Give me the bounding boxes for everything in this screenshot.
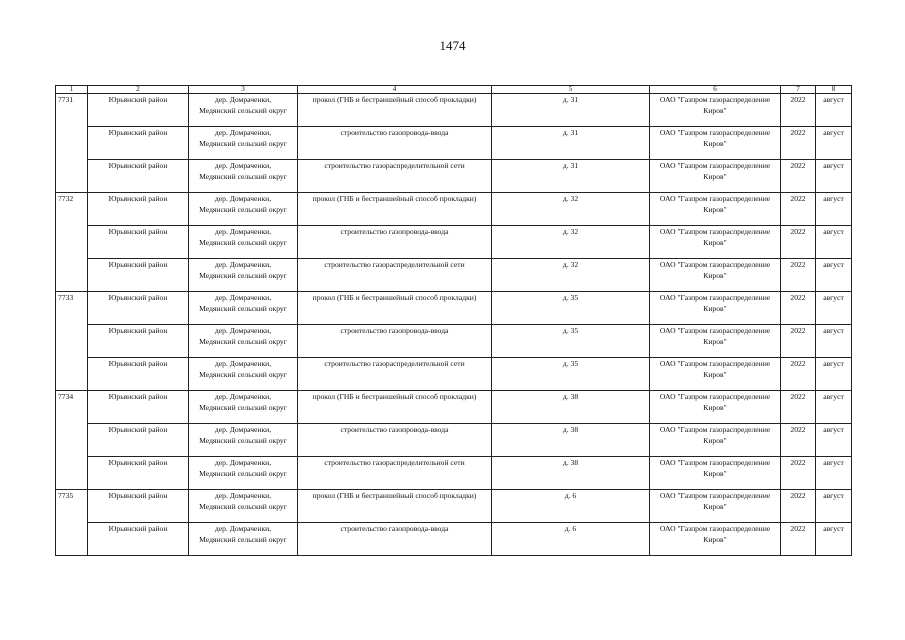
month-cell-text: август: [823, 227, 844, 236]
organization-cell-text: Киров": [703, 205, 727, 214]
organization-cell-text: ОАО "Газпром газораспределение: [659, 326, 771, 335]
district-cell: [88, 259, 189, 292]
settlement-cell: [189, 259, 298, 292]
district-cell: [88, 457, 189, 490]
work-type-cell: [298, 490, 492, 523]
district-cell-text: Юрьянский район: [108, 491, 168, 500]
organization-cell: [650, 490, 781, 523]
address-cell-text: д. 6: [564, 491, 577, 500]
address-cell: [492, 292, 650, 325]
organization-cell: [650, 424, 781, 457]
organization-cell: [650, 457, 781, 490]
month-cell: [816, 391, 852, 424]
month-cell: [816, 160, 852, 193]
record-number-cell-text: 7734: [58, 392, 74, 401]
table-row: [56, 424, 852, 457]
organization-cell-text: Киров": [703, 238, 727, 247]
record-number-cell-text: 7731: [58, 95, 74, 104]
organization-cell-text: ОАО "Газпром газораспределение: [659, 458, 771, 467]
settlement-cell-text: дер. Домраченки,: [214, 491, 272, 500]
district-cell: [88, 94, 189, 127]
work-type-cell-text: строительство газопровода-ввода: [340, 227, 449, 236]
district-cell-text: Юрьянский район: [108, 161, 168, 170]
organization-cell-text: Киров": [703, 304, 727, 313]
year-cell: [781, 259, 816, 292]
settlement-cell: [189, 160, 298, 193]
work-type-cell: [298, 226, 492, 259]
settlement-cell: [189, 94, 298, 127]
month-cell: [816, 325, 852, 358]
column-header-1: 1: [56, 86, 88, 94]
month-cell-text: август: [823, 260, 844, 269]
district-cell: [88, 127, 189, 160]
year-cell-text: 2022: [790, 128, 806, 137]
address-cell-text: д. 31: [562, 128, 579, 137]
district-cell-text: Юрьянский район: [108, 95, 168, 104]
settlement-cell-text: Медянский сельский округ: [199, 106, 287, 115]
organization-cell: [650, 160, 781, 193]
year-cell-text: 2022: [790, 425, 806, 434]
settlement-cell-text: дер. Домраченки,: [214, 326, 272, 335]
organization-cell-text: ОАО "Газпром газораспределение: [659, 392, 771, 401]
settlement-cell-text: дер. Домраченки,: [214, 95, 272, 104]
district-cell-text: Юрьянский район: [108, 524, 168, 533]
year-cell: [781, 457, 816, 490]
table-row: [56, 457, 852, 490]
year-cell-text: 2022: [790, 524, 806, 533]
record-number-cell-text: 7733: [58, 293, 74, 302]
district-cell-text: Юрьянский район: [108, 128, 168, 137]
address-cell-text: д. 35: [562, 293, 579, 302]
table-row: [56, 259, 852, 292]
table-row: [56, 490, 852, 523]
district-cell: [88, 424, 189, 457]
year-cell: [781, 490, 816, 523]
work-type-cell-text: прокол (ГНБ и бестраншейный способ прокладки): [312, 194, 477, 203]
organization-cell-text: Киров": [703, 139, 727, 148]
address-cell: [492, 127, 650, 160]
organization-cell-text: ОАО "Газпром газораспределение: [659, 161, 771, 170]
settlement-cell-text: Медянский сельский округ: [199, 403, 287, 412]
address-cell: [492, 193, 650, 226]
address-cell: [492, 226, 650, 259]
record-number-cell: [56, 391, 88, 490]
organization-cell-text: Киров": [703, 172, 727, 181]
works-table: [55, 85, 852, 556]
address-cell-text: д. 6: [564, 524, 577, 533]
month-cell: [816, 457, 852, 490]
table-row: [56, 523, 852, 556]
work-type-cell-text: прокол (ГНБ и бестраншейный способ прокладки): [312, 491, 477, 500]
month-cell-text: август: [823, 458, 844, 467]
district-cell: [88, 358, 189, 391]
work-type-cell-text: прокол (ГНБ и бестраншейный способ прокладки): [312, 95, 477, 104]
organization-cell-text: ОАО "Газпром газораспределение: [659, 194, 771, 203]
month-cell-text: август: [823, 326, 844, 335]
table-row: [56, 358, 852, 391]
address-cell: [492, 259, 650, 292]
work-type-cell: [298, 457, 492, 490]
month-cell: [816, 127, 852, 160]
organization-cell: [650, 325, 781, 358]
address-cell-text: д. 31: [562, 95, 579, 104]
year-cell: [781, 325, 816, 358]
work-type-cell: [298, 193, 492, 226]
settlement-cell-text: дер. Домраченки,: [214, 293, 272, 302]
district-cell: [88, 193, 189, 226]
address-cell-text: д. 35: [562, 326, 579, 335]
page-number: 1474: [439, 38, 466, 53]
organization-cell-text: ОАО "Газпром газораспределение: [659, 491, 771, 500]
table-row: [56, 391, 852, 424]
settlement-cell: [189, 490, 298, 523]
district-cell-text: Юрьянский район: [108, 425, 168, 434]
column-header-8: 8: [816, 86, 852, 94]
year-cell-text: 2022: [790, 161, 806, 170]
settlement-cell-text: дер. Домраченки,: [214, 128, 272, 137]
month-cell: [816, 523, 852, 556]
organization-cell-text: ОАО "Газпром газораспределение: [659, 260, 771, 269]
month-cell-text: август: [823, 491, 844, 500]
district-cell-text: Юрьянский район: [108, 458, 168, 467]
column-header-4: 4: [298, 86, 492, 94]
district-cell: [88, 490, 189, 523]
work-type-cell: [298, 424, 492, 457]
settlement-cell-text: Медянский сельский округ: [199, 502, 287, 511]
work-type-cell-text: прокол (ГНБ и бестраншейный способ прокладки): [312, 392, 477, 401]
address-cell-text: д. 38: [562, 392, 579, 401]
month-cell: [816, 226, 852, 259]
organization-cell: [650, 292, 781, 325]
district-cell: [88, 325, 189, 358]
year-cell-text: 2022: [790, 458, 806, 467]
table-row: [56, 127, 852, 160]
year-cell: [781, 160, 816, 193]
settlement-cell-text: дер. Домраченки,: [214, 524, 272, 533]
address-cell-text: д. 35: [562, 359, 579, 368]
district-cell: [88, 523, 189, 556]
organization-cell-text: Киров": [703, 403, 727, 412]
settlement-cell-text: Медянский сельский округ: [199, 172, 287, 181]
district-cell-text: Юрьянский район: [108, 227, 168, 236]
year-cell-text: 2022: [790, 227, 806, 236]
record-number-cell-text: 7732: [58, 194, 74, 203]
organization-cell-text: Киров": [703, 370, 727, 379]
work-type-cell: [298, 292, 492, 325]
table-row: [56, 325, 852, 358]
settlement-cell-text: дер. Домраченки,: [214, 458, 272, 467]
settlement-cell: [189, 391, 298, 424]
settlement-cell-text: Медянский сельский округ: [199, 271, 287, 280]
year-cell: [781, 523, 816, 556]
settlement-cell-text: дер. Домраченки,: [214, 392, 272, 401]
month-cell-text: август: [823, 293, 844, 302]
year-cell: [781, 94, 816, 127]
month-cell: [816, 94, 852, 127]
column-header-7: 7: [781, 86, 816, 94]
settlement-cell-text: Медянский сельский округ: [199, 238, 287, 247]
month-cell-text: август: [823, 524, 844, 533]
settlement-cell-text: дер. Домраченки,: [214, 359, 272, 368]
address-cell: [492, 457, 650, 490]
address-cell-text: д. 32: [562, 194, 579, 203]
address-cell-text: д. 32: [562, 227, 579, 236]
settlement-cell: [189, 226, 298, 259]
address-cell-text: д. 32: [562, 260, 579, 269]
address-cell: [492, 160, 650, 193]
month-cell-text: август: [823, 95, 844, 104]
organization-cell-text: ОАО "Газпром газораспределение: [659, 128, 771, 137]
record-number-cell: [56, 193, 88, 292]
organization-cell: [650, 523, 781, 556]
work-type-cell: [298, 523, 492, 556]
settlement-cell-text: дер. Домраченки,: [214, 260, 272, 269]
district-cell: [88, 160, 189, 193]
column-header-5: 5: [492, 86, 650, 94]
year-cell: [781, 358, 816, 391]
district-cell-text: Юрьянский район: [108, 392, 168, 401]
table-row: [56, 292, 852, 325]
year-cell-text: 2022: [790, 392, 806, 401]
address-cell: [492, 424, 650, 457]
settlement-cell-text: Медянский сельский округ: [199, 535, 287, 544]
settlement-cell-text: Медянский сельский округ: [199, 469, 287, 478]
month-cell-text: август: [823, 425, 844, 434]
header-row: [56, 86, 852, 94]
settlement-cell: [189, 523, 298, 556]
year-cell: [781, 226, 816, 259]
district-cell-text: Юрьянский район: [108, 359, 168, 368]
month-cell: [816, 259, 852, 292]
district-cell: [88, 226, 189, 259]
settlement-cell-text: дер. Домраченки,: [214, 227, 272, 236]
settlement-cell: [189, 193, 298, 226]
district-cell: [88, 292, 189, 325]
organization-cell: [650, 358, 781, 391]
settlement-cell: [189, 358, 298, 391]
address-cell-text: д. 38: [562, 458, 579, 467]
year-cell: [781, 127, 816, 160]
organization-cell-text: ОАО "Газпром газораспределение: [659, 524, 771, 533]
month-cell-text: август: [823, 359, 844, 368]
year-cell-text: 2022: [790, 491, 806, 500]
year-cell: [781, 292, 816, 325]
work-type-cell: [298, 325, 492, 358]
settlement-cell-text: дер. Домраченки,: [214, 161, 272, 170]
organization-cell: [650, 94, 781, 127]
organization-cell-text: Киров": [703, 469, 727, 478]
organization-cell: [650, 391, 781, 424]
settlement-cell: [189, 325, 298, 358]
settlement-cell: [189, 457, 298, 490]
month-cell-text: август: [823, 392, 844, 401]
work-type-cell-text: строительство газораспределительной сети: [324, 260, 465, 269]
table-row: [56, 94, 852, 127]
record-number-cell-text: 7735: [58, 491, 74, 500]
settlement-cell-text: дер. Домраченки,: [214, 425, 272, 434]
month-cell-text: август: [823, 128, 844, 137]
settlement-cell-text: Медянский сельский округ: [199, 370, 287, 379]
record-number-cell: [56, 490, 88, 556]
district-cell-text: Юрьянский район: [108, 194, 168, 203]
year-cell: [781, 391, 816, 424]
column-header-3: 3: [189, 86, 298, 94]
organization-cell-text: ОАО "Газпром газораспределение: [659, 227, 771, 236]
work-type-cell-text: строительство газопровода-ввода: [340, 128, 449, 137]
organization-cell-text: Киров": [703, 436, 727, 445]
year-cell: [781, 193, 816, 226]
table-row: [56, 160, 852, 193]
year-cell-text: 2022: [790, 194, 806, 203]
address-cell: [492, 490, 650, 523]
organization-cell: [650, 226, 781, 259]
work-type-cell-text: строительство газораспределительной сети: [324, 359, 465, 368]
work-type-cell: [298, 259, 492, 292]
year-cell-text: 2022: [790, 293, 806, 302]
settlement-cell: [189, 292, 298, 325]
work-type-cell: [298, 391, 492, 424]
address-cell: [492, 325, 650, 358]
column-header-2: 2: [88, 86, 189, 94]
month-cell: [816, 292, 852, 325]
district-cell-text: Юрьянский район: [108, 326, 168, 335]
settlement-cell-text: Медянский сельский округ: [199, 337, 287, 346]
work-type-cell-text: строительство газораспределительной сети: [324, 161, 465, 170]
organization-cell: [650, 259, 781, 292]
work-type-cell: [298, 358, 492, 391]
settlement-cell: [189, 127, 298, 160]
month-cell-text: август: [823, 161, 844, 170]
settlement-cell-text: Медянский сельский округ: [199, 436, 287, 445]
settlement-cell-text: Медянский сельский округ: [199, 205, 287, 214]
organization-cell-text: ОАО "Газпром газораспределение: [659, 359, 771, 368]
month-cell: [816, 490, 852, 523]
district-cell-text: Юрьянский район: [108, 293, 168, 302]
organization-cell-text: ОАО "Газпром газораспределение: [659, 425, 771, 434]
work-type-cell: [298, 160, 492, 193]
record-number-cell: [56, 292, 88, 391]
district-cell: [88, 391, 189, 424]
organization-cell-text: ОАО "Газпром газораспределение: [659, 95, 771, 104]
table-row: [56, 193, 852, 226]
organization-cell-text: Киров": [703, 502, 727, 511]
work-type-cell-text: строительство газораспределительной сети: [324, 458, 465, 467]
organization-cell-text: ОАО "Газпром газораспределение: [659, 293, 771, 302]
work-type-cell-text: строительство газопровода-ввода: [340, 524, 449, 533]
settlement-cell: [189, 424, 298, 457]
year-cell: [781, 424, 816, 457]
address-cell-text: д. 31: [562, 161, 579, 170]
year-cell-text: 2022: [790, 260, 806, 269]
settlement-cell-text: Медянский сельский округ: [199, 139, 287, 148]
organization-cell-text: Киров": [703, 535, 727, 544]
year-cell-text: 2022: [790, 359, 806, 368]
work-type-cell: [298, 94, 492, 127]
work-type-cell-text: строительство газопровода-ввода: [340, 326, 449, 335]
address-cell: [492, 94, 650, 127]
district-cell-text: Юрьянский район: [108, 260, 168, 269]
organization-cell-text: Киров": [703, 337, 727, 346]
work-type-cell: [298, 127, 492, 160]
organization-cell: [650, 193, 781, 226]
organization-cell: [650, 127, 781, 160]
month-cell: [816, 193, 852, 226]
year-cell-text: 2022: [790, 326, 806, 335]
month-cell: [816, 424, 852, 457]
address-cell: [492, 358, 650, 391]
organization-cell-text: Киров": [703, 106, 727, 115]
address-cell: [492, 391, 650, 424]
month-cell-text: август: [823, 194, 844, 203]
work-type-cell-text: строительство газопровода-ввода: [340, 425, 449, 434]
organization-cell-text: Киров": [703, 271, 727, 280]
address-cell-text: д. 38: [562, 425, 579, 434]
settlement-cell-text: Медянский сельский округ: [199, 304, 287, 313]
year-cell-text: 2022: [790, 95, 806, 104]
month-cell: [816, 358, 852, 391]
table-body: [56, 94, 852, 556]
address-cell: [492, 523, 650, 556]
work-type-cell-text: прокол (ГНБ и бестраншейный способ прокладки): [312, 293, 477, 302]
record-number-cell: [56, 94, 88, 193]
settlement-cell-text: дер. Домраченки,: [214, 194, 272, 203]
column-header-6: 6: [650, 86, 781, 94]
table-row: [56, 226, 852, 259]
